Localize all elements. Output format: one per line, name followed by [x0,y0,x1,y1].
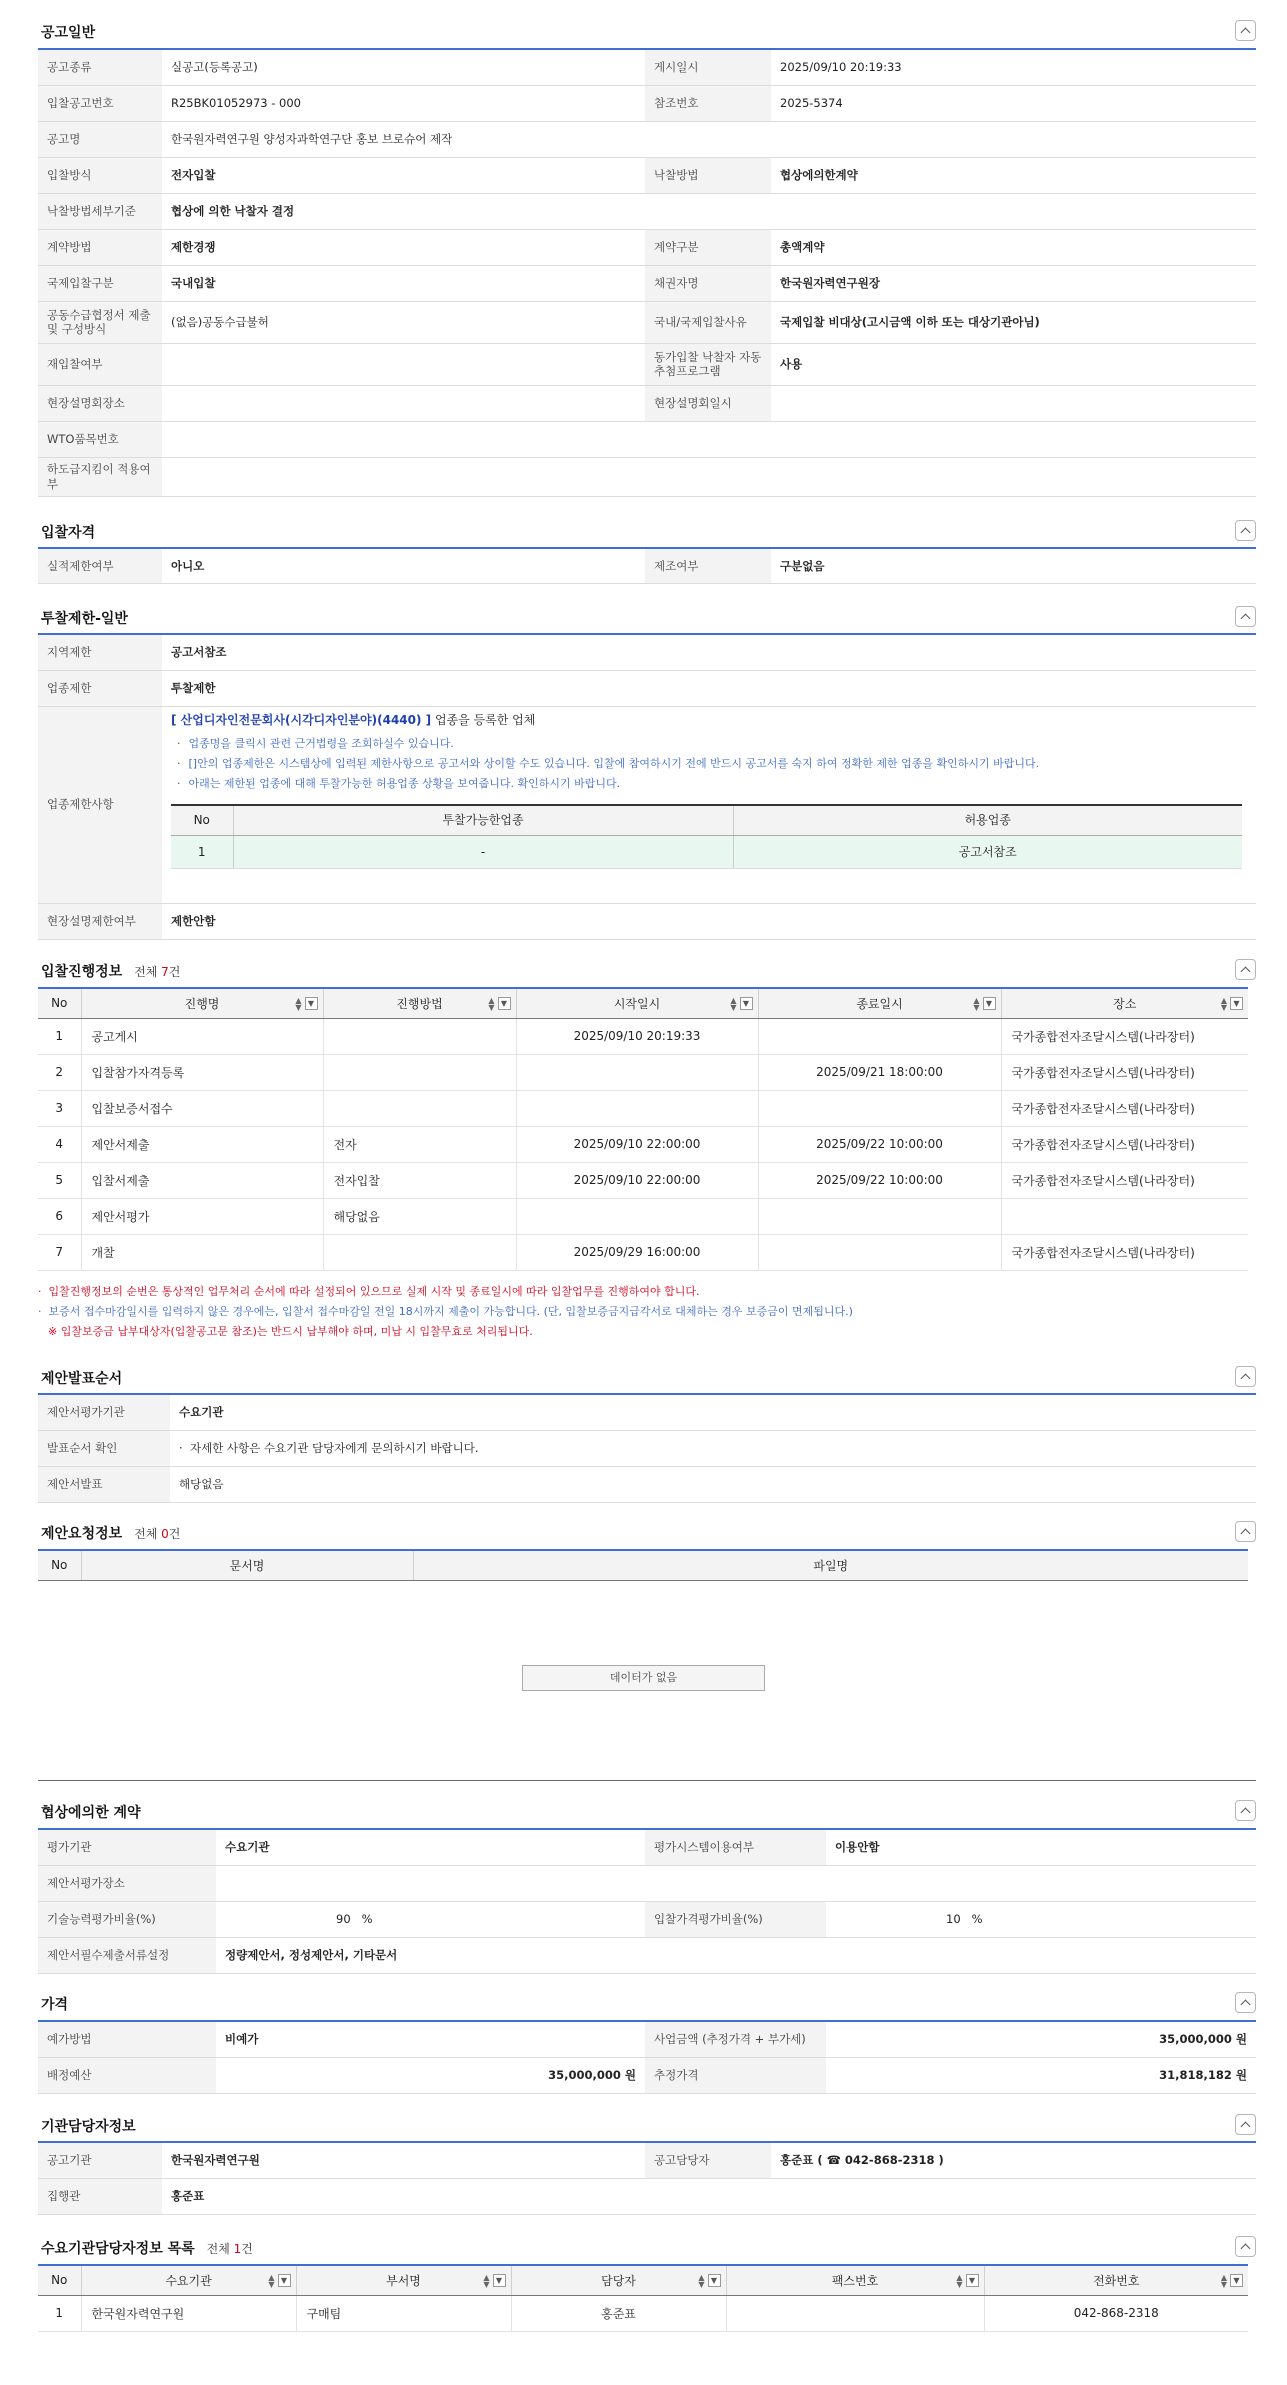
cell: 전자입찰 [323,1162,516,1198]
progress-note: · 보증서 접수마감일시를 입력하지 않은 경우에는, 입찰서 접수마감일 전일 18시까지 제출이 가능합니다. (단, 입찰보증금지급각서로 대체하는 경우 보증금이 면제됩니다.) [38,1305,853,1318]
column-header: 파일명 [413,1550,1248,1580]
table-row [38,121,1256,157]
field-value: 한국원자력연구원 양성자과학연구단 홍보 브로슈어 제작 [162,121,1256,157]
field-label: 현장설명회장소 [38,385,162,421]
title-text: 수요기관담당자정보 목록 [41,2241,195,2257]
field-value: 제한안함 [162,903,1256,939]
industry-detail: [ 산업디자인전문회사(시각디자인분야)(4440) ] 업종을 등록한 업체 · 업종명을 클릭시 관련 근거법령을 조회하실수 있습니다. · []안의 업종제한은 시스템상에 입력된 제한사항으로 공고서와 상이할 수도 있습니다. 입찰에 참여하시기 전에 반드시 공고서를 숙지 하여 정확한 제한 업종을 확인하시기 바랍니다. · 아래는 제한된 업종에 대해 투찰가능한 허용업종 상황을 보여줍니다. 확인하시기 바랍니다. No 투찰가능한업종 허용업종 1 - 공고서참조 [162,706,1256,903]
table-row [38,1234,1248,1270]
field-value: 35,000,000 원 [216,2057,645,2093]
filter-dropdown-icon[interactable]: ▼ [498,997,511,1010]
title-text: 제안요청정보 [41,1526,123,1542]
field-label: 업종제한사항 [38,706,162,903]
section-title: 공고일반 [41,25,96,41]
table-row [38,1054,1248,1090]
cell [323,1018,516,1054]
cell: 구매팀 [296,2295,511,2331]
filter-dropdown-icon[interactable]: ▼ [740,997,753,1010]
table-row [38,1018,1248,1054]
count-value: 7 [161,965,169,979]
cell: 1 [38,1018,81,1054]
filter-dropdown-icon[interactable]: ▼ [278,2274,291,2287]
collapse-toggle-icon[interactable] [1235,2114,1256,2135]
table-row [38,634,1256,670]
section-header-price [38,1988,1256,2016]
collapse-toggle-icon[interactable] [1235,1366,1256,1387]
field-label: 제안서평가장소 [38,1865,216,1901]
filter-dropdown-icon[interactable]: ▼ [966,2274,979,2287]
field-label: 제조여부 [645,548,771,583]
cell: 해당없음 [323,1198,516,1234]
table-row [38,1090,1248,1126]
field-label: 동가입찰 낙찰자 자동추첨프로그램 [645,343,771,385]
field-label: 제안서필수제출서류설정 [38,1937,216,1973]
column-header [726,2265,984,2295]
industry-link[interactable]: [ 산업디자인전문회사(시각디자인분야)(4440) ] [171,712,432,727]
cell [516,1090,758,1126]
field-label: 공고명 [38,121,162,157]
count-prefix: 전체 [134,965,162,979]
cell [323,1234,516,1270]
field-label: 국제입찰구분 [38,265,162,301]
field-value: 이용안함 [826,1829,1256,1865]
field-label: 낙찰방법세부기준 [38,193,162,229]
field-label: 추정가격 [645,2057,826,2093]
field-value [162,385,645,421]
field-value: 국내입찰 [162,265,645,301]
cell: 국가종합전자조달시스템(나라장터) [1001,1018,1248,1054]
field-label: 입찰가격평가비율(%) [645,1901,826,1937]
field-value: 국제입찰 비대상(고시금액 이하 또는 대상기관아님) [771,301,1256,343]
filter-dropdown-icon[interactable]: ▼ [1230,997,1243,1010]
table-row [38,421,1256,457]
cell: 2025/09/22 10:00:00 [758,1162,1001,1198]
field-value: 한국원자력연구원장 [771,265,1256,301]
cell: 1 [171,836,233,869]
column-header: 허용업종 [733,805,1242,836]
cell: 홍준표 [511,2295,726,2331]
section-header-qualification [38,516,1256,544]
note: []안의 업종제한은 시스템상에 입력된 제한사항으로 공고서와 상이할 수도 있습니다. 입찰에 참여하시기 전에 반드시 공고서를 숙지 하여 정확한 제한 업종을 확인하시기 바랍니다. [188,756,1040,770]
sort-icon[interactable]: ▲ ▼ [295,996,302,1012]
count-prefix: 전체 [134,1527,162,1541]
table-row [38,1126,1248,1162]
cell [758,1198,1001,1234]
column-header [38,2265,81,2295]
column-header [984,2265,1248,2295]
column-header: No [171,805,233,836]
cell: 입찰참가자격등록 [81,1054,323,1090]
cell: 6 [38,1198,81,1234]
cell: 전자 [323,1126,516,1162]
column-header [323,988,516,1018]
cell [516,1054,758,1090]
table-row [38,2057,1256,2093]
field-label: 제안서발표 [38,1466,170,1502]
field-value: 2025/09/10 20:19:33 [771,49,1256,85]
section-header-agency [38,2110,1256,2138]
filter-dropdown-icon[interactable]: ▼ [708,2274,721,2287]
cell: 042-868-2318 [984,2295,1248,2331]
field-label: 채권자명 [645,265,771,301]
count-value: 0 [161,1527,169,1541]
field-value: 총액계약 [771,229,1256,265]
field-value: 31,818,182 원 [826,2057,1256,2093]
column-header: 문서명 [81,1550,413,1580]
header-text: 진행명 [184,996,220,1011]
section-title [41,1523,180,1543]
note: 아래는 제한된 업종에 대해 투찰가능한 허용업종 상황을 보여줍니다. 확인하시기 바랍니다. [188,776,621,790]
field-value: R25BK01052973 - 000 [162,85,645,121]
column-header [758,988,1001,1018]
column-header [511,2265,726,2295]
field-label: 현장설명제한여부 [38,903,162,939]
header-text: 담당자 [601,2273,636,2288]
sort-icon[interactable]: ▲ ▼ [483,2273,490,2289]
cell: 1 [38,2295,81,2331]
sort-icon[interactable]: ▲ ▼ [973,996,980,1012]
section-header-demand [38,2232,1256,2260]
field-label: 재입찰여부 [38,343,162,385]
field-label: 입찰방식 [38,157,162,193]
field-label: 제안서평가기관 [38,1394,170,1430]
table-row [38,1198,1248,1234]
allowed-industry-table [171,804,1242,870]
table-row [38,343,1256,385]
table-row [38,85,1256,121]
cell: 4 [38,1126,81,1162]
field-label: 평가시스템이용여부 [645,1829,826,1865]
field-label: 예가방법 [38,2021,216,2057]
table-row [38,1394,1256,1430]
section-title: 협상에의한 계약 [41,1805,141,1821]
field-label: 참조번호 [645,85,771,121]
field-value: 제한경쟁 [162,229,645,265]
field-value: (없음)공동수급불허 [162,301,645,343]
field-value: 협상에의한계약 [771,157,1256,193]
field-value: 90 % [216,1901,645,1937]
header-text: No [51,2273,68,2288]
column-header: 투찰가능한업종 [233,805,733,836]
column-header [1001,988,1248,1018]
table-row [38,670,1256,706]
field-label: 공고종류 [38,49,162,85]
filter-dropdown-icon[interactable]: ▼ [983,997,996,1010]
field-value: 해당없음 [170,1466,1256,1502]
header-text: 시작일시 [613,996,661,1011]
cell: 2025/09/22 10:00:00 [758,1126,1001,1162]
column-header: No [38,1550,81,1580]
field-value: 협상에 의한 낙찰자 결정 [162,193,1256,229]
price-table [38,2020,1256,2094]
header-text: 진행방법 [396,996,443,1011]
qualification-table [38,547,1256,584]
table-row [38,2295,1248,2331]
field-value: 정량제안서, 정성제안서, 기타문서 [216,1937,1256,1973]
cell: 2025/09/10 22:00:00 [516,1126,758,1162]
column-header [81,988,323,1018]
field-label: 사업금액 (추정가격 + 부가세) [645,2021,826,2057]
request-table [38,1549,1248,1581]
section-title: 제안발표순서 [41,1371,123,1387]
field-label: 국내/국제입찰사유 [645,301,771,343]
header-text: 수요기관 [165,2273,212,2288]
column-header [81,2265,296,2295]
field-value: 수요기관 [216,1829,645,1865]
note-text: ※ 입찰보증금 납부대상자(입찰공고문 참조)는 반드시 납부해야 하며, 미납 시 입찰무효로 처리됩니다. [48,1325,533,1338]
column-header [38,988,81,1018]
agency-table [38,2141,1256,2215]
collapse-toggle-icon[interactable] [1235,2236,1256,2257]
field-label: 집행관 [38,2178,162,2214]
filter-dropdown-icon[interactable]: ▼ [493,2274,506,2287]
header-text: 종료일시 [856,996,903,1011]
cell: 입찰보증서접수 [81,1090,323,1126]
table-row [38,49,1256,85]
cell: 2025/09/10 20:19:33 [516,1018,758,1054]
section-header-restriction [38,602,1256,630]
section-header-progress [38,955,1256,983]
note-text: 보증서 접수마감일시를 입력하지 않은 경우에는, 입찰서 접수마감일 전일 18시까지 제출이 가능합니다. (단, 입찰보증금지급각서로 대체하는 경우 보증금이 면제됩니다.) [48,1305,853,1318]
progress-table [38,987,1248,1271]
cell: 2025/09/21 18:00:00 [758,1054,1001,1090]
section-title: 가격 [41,1997,69,2013]
table-row [38,1430,1256,1466]
cell: 제안서제출 [81,1126,323,1162]
cell [323,1054,516,1090]
sort-icon[interactable]: ▲ ▼ [956,2273,963,2289]
collapse-toggle-icon[interactable] [1235,959,1256,980]
table-row [38,706,1256,903]
field-label: 계약방법 [38,229,162,265]
cell [758,1090,1001,1126]
field-label: 평가기관 [38,1829,216,1865]
divider [38,1780,1256,1781]
field-value: · 자세한 사항은 수요기관 담당자에게 문의하시기 바랍니다. [170,1430,1256,1466]
field-value: 아니오 [162,548,645,583]
count-value: 1 [233,2242,242,2256]
note-text: 입찰진행정보의 순번은 통상적인 업무처리 순서에 따라 설정되어 있으므로 실제 시작 및 종료일시에 따라 입찰업무를 진행하여야 합니다. [48,1285,700,1298]
section-title [41,961,180,981]
sort-icon[interactable]: ▲ ▼ [1220,996,1228,1012]
table-row [38,2021,1256,2057]
field-value [162,343,645,385]
field-value: 구분없음 [771,548,1256,583]
sort-icon[interactable]: ▲ ▼ [1220,2273,1228,2289]
cell: 공고게시 [81,1018,323,1054]
cell: 개찰 [81,1234,323,1270]
field-value: 2025-5374 [771,85,1256,121]
cell: 국가종합전자조달시스템(나라장터) [1001,1126,1248,1162]
table-row [38,1937,1256,1973]
field-value: 홍준표 ( ☎ 042-868-2318 ) [771,2142,1256,2178]
field-value: 비예가 [216,2021,645,2057]
empty-data-message: 데이터가 없음 [522,1665,765,1691]
table-row [38,1829,1256,1865]
demand-table [38,2264,1248,2332]
cell: 2025/09/10 22:00:00 [516,1162,758,1198]
filter-dropdown-icon[interactable]: ▼ [305,997,318,1010]
section-title: 투찰제한-일반 [41,611,128,627]
field-value: 공고서참조 [162,634,1256,670]
field-label: 입찰공고번호 [38,85,162,121]
field-label: 지역제한 [38,634,162,670]
title-text: 입찰진행정보 [41,964,123,980]
sort-icon[interactable]: ▲ ▼ [488,996,495,1012]
sort-icon[interactable]: ▲ ▼ [698,2273,705,2289]
section-header-request [38,1517,1256,1545]
table-row [38,1901,1256,1937]
section-header-presentation [38,1362,1256,1390]
collapse-toggle-icon[interactable] [1235,1800,1256,1821]
restriction-table [38,633,1256,940]
field-label: 하도급지킴이 적용여부 [38,457,162,496]
filter-dropdown-icon[interactable]: ▼ [1230,2274,1243,2287]
table-row [38,193,1256,229]
collapse-toggle-icon[interactable] [1235,1992,1256,2013]
cell [758,1234,1001,1270]
cell: 입찰서제출 [81,1162,323,1198]
field-value [771,385,1256,421]
field-label: 공동수급협정서 제출 및 구성방식 [38,301,162,343]
field-label: 발표순서 확인 [38,1430,170,1466]
header-text: 팩스번호 [831,2273,879,2288]
section-header-general [38,16,1256,44]
header-text: 전화번호 [1093,2273,1140,2288]
field-value: 전자입찰 [162,157,645,193]
cell: 국가종합전자조달시스템(나라장터) [1001,1162,1248,1198]
progress-note: · 입찰진행정보의 순번은 통상적인 업무처리 순서에 따라 설정되어 있으므로 실제 시작 및 종료일시에 따라 입찰업무를 진행하여야 합니다. [38,1285,700,1298]
table-row [38,1466,1256,1502]
cell: 한국원자력연구원 [81,2295,296,2331]
column-header [296,2265,511,2295]
count-suffix: 건 [241,2242,253,2256]
cell [516,1198,758,1234]
value-text: 자세한 사항은 수요기관 담당자에게 문의하시기 바랍니다. [189,1440,479,1455]
presentation-table [38,1393,1256,1503]
field-value: 투찰제한 [162,670,1256,706]
table-row [38,457,1256,496]
field-value: 홍준표 [162,2178,1256,2214]
table-row [171,836,1242,869]
cell: 7 [38,1234,81,1270]
section-title: 입찰자격 [41,525,96,541]
cell [726,2295,984,2331]
count-prefix: 전체 [206,2242,234,2256]
cell: 2 [38,1054,81,1090]
cell: 3 [38,1090,81,1126]
field-label: 공고기관 [38,2142,162,2178]
cell [323,1090,516,1126]
field-label: 게시일시 [645,49,771,85]
cell [1001,1198,1248,1234]
column-header [516,988,758,1018]
field-value: 10 % [826,1901,1256,1937]
table-row [38,301,1256,343]
field-label: 계약구분 [645,229,771,265]
progress-note [48,1322,533,1342]
collapse-toggle-icon[interactable] [1235,20,1256,41]
field-value: 수요기관 [170,1394,1256,1430]
sort-icon[interactable]: ▲ ▼ [268,2273,275,2289]
table-row [38,2178,1256,2214]
field-label: 배정예산 [38,2057,216,2093]
negotiation-table [38,1828,1256,1974]
cell: 2025/09/29 16:00:00 [516,1234,758,1270]
table-row [38,2142,1256,2178]
cell: 5 [38,1162,81,1198]
field-value: 한국원자력연구원 [162,2142,645,2178]
field-label: 낙찰방법 [645,157,771,193]
cell: - [233,836,733,869]
header-text: No [51,996,68,1011]
cell: 제안서평가 [81,1198,323,1234]
collapse-toggle-icon[interactable] [1235,1521,1256,1542]
field-label: 현장설명회일시 [645,385,771,421]
field-value: 실공고(등록공고) [162,49,645,85]
general-table [38,48,1256,497]
collapse-toggle-icon[interactable] [1235,606,1256,627]
header-text: 장소 [1113,996,1137,1011]
section-title: 기관담당자정보 [41,2119,136,2135]
cell: 국가종합전자조달시스템(나라장터) [1001,1090,1248,1126]
field-value: 사용 [771,343,1256,385]
collapse-toggle-icon[interactable] [1235,520,1256,541]
field-label: 기술능력평가비율(%) [38,1901,216,1937]
field-label: 실적제한여부 [38,548,162,583]
field-value [162,457,1256,496]
field-value [162,421,1256,457]
table-row [38,157,1256,193]
section-header-negotiation [38,1796,1256,1824]
section-title [41,2238,253,2258]
count-suffix: 건 [168,965,181,979]
cell: 국가종합전자조달시스템(나라장터) [1001,1234,1248,1270]
field-value [216,1865,1256,1901]
table-row [38,385,1256,421]
sort-icon[interactable]: ▲ ▼ [730,996,737,1012]
header-text: 부서명 [386,2273,421,2288]
cell: 공고서참조 [733,836,1242,869]
table-row [38,265,1256,301]
field-label: WTO품목번호 [38,421,162,457]
cell [758,1018,1001,1054]
table-row [38,548,1256,583]
table-row [38,903,1256,939]
note: 업종명을 클릭시 관련 근거법령을 조회하실수 있습니다. [188,736,454,750]
table-row [38,1162,1248,1198]
table-row [38,1865,1256,1901]
field-label: 업종제한 [38,670,162,706]
count-suffix: 건 [168,1527,181,1541]
field-value: 35,000,000 원 [826,2021,1256,2057]
field-label: 공고담당자 [645,2142,771,2178]
industry-suffix: 업종을 등록한 업체 [431,712,536,727]
cell: 국가종합전자조달시스템(나라장터) [1001,1054,1248,1090]
table-row [38,229,1256,265]
